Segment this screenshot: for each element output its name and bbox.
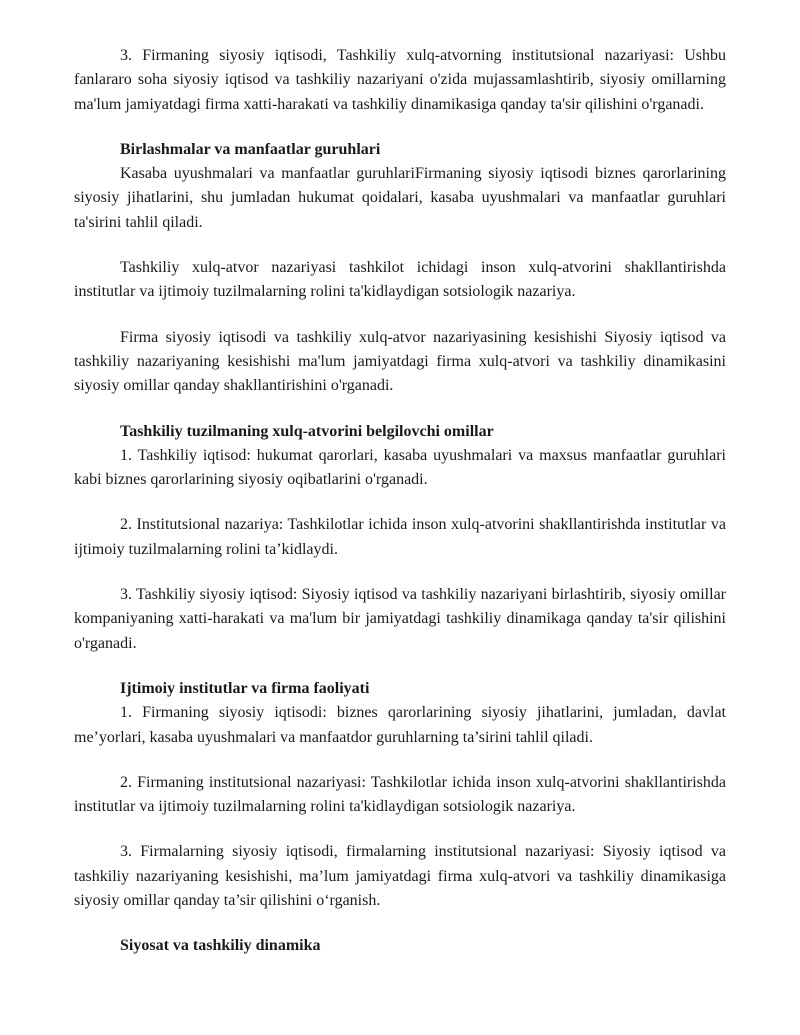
paragraph: 1. Firmaning siyosiy iqtisodi: biznes qarorlarining siyosiy jihatlarini, jumladan, davlat me’yorlari, kasaba uyushmalari va manfaatdor guruhlarning ta’sirini tahlil qiladi. [74, 704, 726, 746]
paragraph: 3. Firmaning siyosiy iqtisodi, Tashkiliy xulq-atvorning institutsional nazariyasi: Ushbu fanlararo soha siyosiy iqtisod va tashkiliy nazariyani o'zida mujassamlashtirib, siyosiy omillarning ma'lum jamiyatdagi firma xatti-harakati va tashkiliy dinamikasiga qanday ta'sir qilishini o'rganadi. [74, 47, 726, 113]
paragraph: 1. Tashkiliy iqtisod: hukumat qarorlari, kasaba uyushmalari va maxsus manfaatlar guruhlari kabi biznes qarorlarining siyosiy oqibatlarini o'rganadi. [74, 446, 726, 489]
section-heading: Tashkiliy tuzilmaning xulq-atvorini belgilovchi omillar [120, 422, 494, 440]
paragraph: 3. Firmalarning siyosiy iqtisodi, firmalarning institutsional nazariyasi: Siyosiy iqtisod va tashkiliy nazariyaning kesishishi, ma’lum jamiyatdagi firma xulq-atvori va tashkiliy dinamikasiga siyosiy omillar qanday ta’sir qilishini o‘rganish. [74, 843, 726, 910]
paragraph: 2. Institutsional nazariya: Tashkilotlar ichida inson xulq-atvorini shakllantirishda institutlar va ijtimoiy tuzilmalarning rolini ta’kidlaydi. [74, 516, 726, 558]
paragraph: 2. Firmaning institutsional nazariyasi: Tashkilotlar ichida inson xulq-atvorini shakllantirishda institutlar va ijtimoiy tuzilmalarning rolini ta'kidlaydigan sotsiologik nazariya. [74, 773, 726, 816]
section-heading: Ijtimoiy institutlar va firma faoliyati [120, 679, 370, 697]
document-page [74, 44, 726, 959]
paragraph: Kasaba uyushmalari va manfaatlar guruhlariFirmaning siyosiy iqtisodi biznes qarorlarining siyosiy jihatlarini, shu jumladan hukumat qoidalari, kasaba uyushmalari va manfaatlar guruhlari ta'sirini tahlil qiladi. [74, 165, 726, 231]
paragraph: Firma siyosiy iqtisodi va tashkiliy xulq-atvor nazariyasining kesishishi Siyosiy iqtisod va tashkiliy nazariyaning kesishishi ma'lum jamiyatdagi firma xulq-atvori va tashkiliy dinamikasini siyosiy omillar qanday shakllantirishini o'rganadi. [74, 328, 726, 395]
section-heading: Siyosat va tashkiliy dinamika [120, 937, 321, 955]
paragraph: 3. Tashkiliy siyosiy iqtisod: Siyosiy iqtisod va tashkiliy nazariyani birlashtirib, siyosiy omillar kompaniyaning xatti-harakati va ma'lum bir jamiyatdagi tashkiliy dinamikaga qanday ta'sir qilishini o'rganadi. [74, 586, 726, 652]
section-heading: Birlashmalar va manfaatlar guruhlari [120, 140, 381, 158]
paragraph: Tashkiliy xulq-atvor nazariyasi tashkilot ichidagi inson xulq-atvorini shakllantirishda institutlar va ijtimoiy tuzilmalarning rolini ta'kidlaydigan sotsiologik nazariya. [74, 259, 726, 301]
